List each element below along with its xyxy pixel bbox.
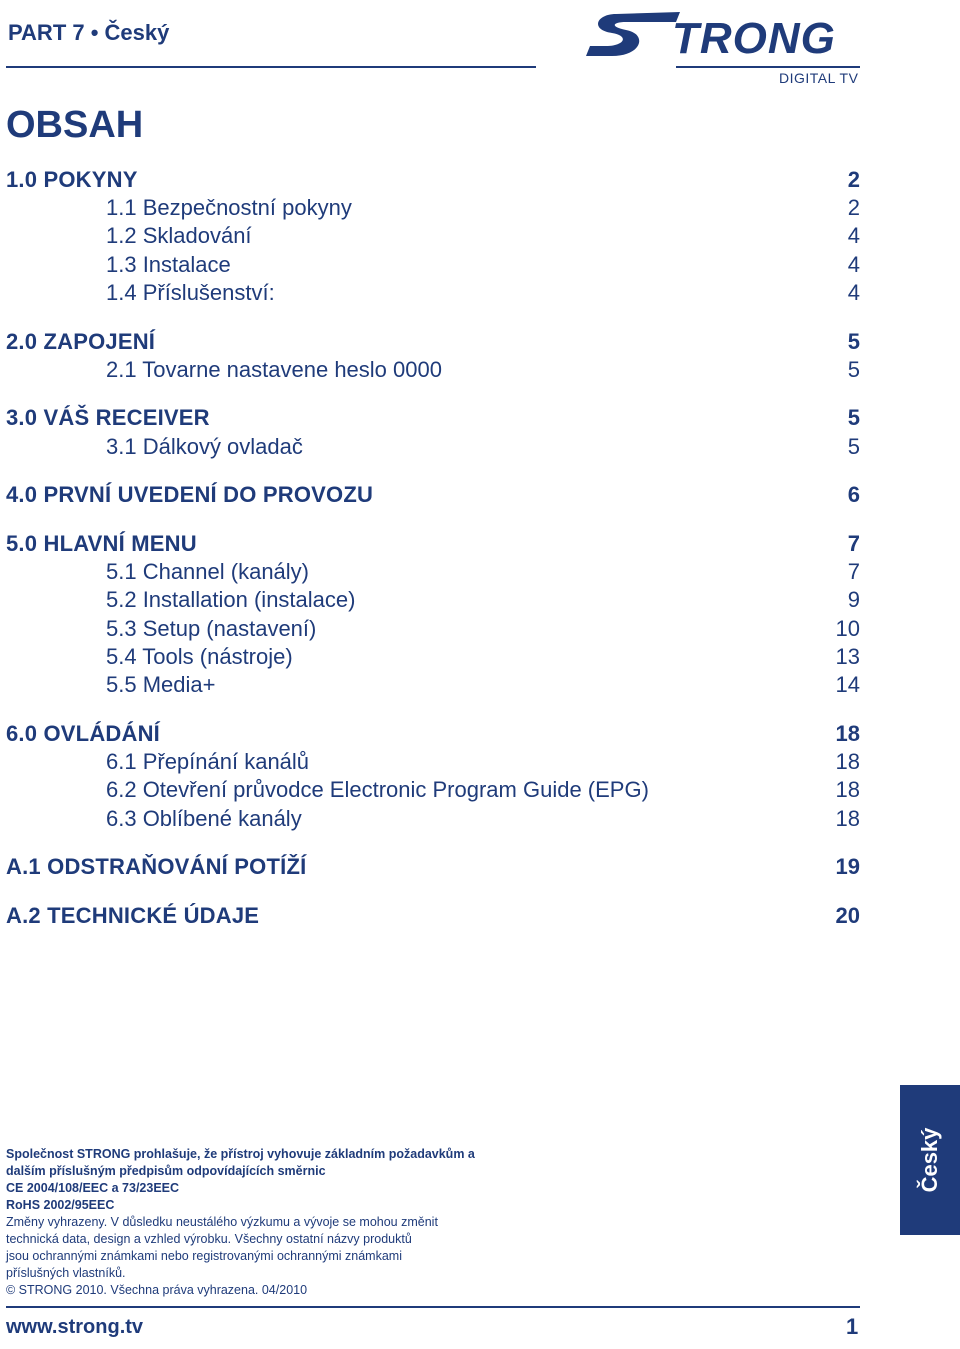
toc-page-number: 6	[847, 482, 860, 507]
toc-page-number: 4	[847, 252, 860, 277]
toc-page-number: 19	[835, 854, 860, 879]
toc-label: 6.0 OVLÁDÁNÍ	[6, 721, 160, 746]
toc-label: 1.0 POKYNY	[6, 167, 138, 192]
logo-subtitle: DIGITAL TV	[779, 70, 859, 86]
toc-label: 3.0 VÁŠ RECEIVER	[6, 405, 210, 430]
toc-label: 1.2 Skladování	[106, 223, 252, 248]
website-link[interactable]: www.strong.tv	[6, 1316, 144, 1338]
toc-section[interactable]	[0, 720, 860, 748]
toc-label: 6.3 Oblíbené kanály	[106, 806, 302, 831]
toc-section[interactable]	[0, 166, 860, 194]
toc-label: 1.4 Příslušenství:	[106, 280, 275, 305]
toc-page-number: 14	[835, 672, 860, 697]
toc-section[interactable]	[0, 404, 860, 432]
toc-label: 4.0 PRVNÍ UVEDENÍ DO PROVOZU	[6, 482, 374, 507]
toc-page-number: 10	[835, 616, 860, 641]
svg-text:TRONG: TRONG	[672, 14, 836, 60]
toc-subsection[interactable]	[0, 194, 860, 222]
toc-label: 2.0 ZAPOJENÍ	[6, 329, 156, 354]
toc-section[interactable]	[0, 530, 860, 558]
toc-page-number: 7	[847, 559, 860, 584]
legal-line: příslušných vlastníků.	[6, 1266, 126, 1280]
toc-label: A.2 TECHNICKÉ ÚDAJE	[6, 903, 260, 928]
toc-page-number: 5	[847, 329, 860, 354]
toc-page-number: 20	[835, 903, 860, 928]
toc-page-number: 9	[847, 587, 860, 612]
strong-logo	[586, 8, 862, 60]
toc-label: 1.3 Instalace	[106, 252, 231, 277]
legal-line: dalším příslušným předpisům odpovídajících směrnic	[6, 1164, 326, 1178]
toc-page-number: 7	[847, 531, 860, 556]
toc-page-number: 5	[847, 357, 860, 382]
toc-subsection[interactable]	[0, 558, 860, 586]
toc-page-number: 5	[847, 405, 860, 430]
toc-subsection[interactable]	[0, 433, 860, 461]
toc-subsection[interactable]	[0, 586, 860, 614]
toc-label: 3.1 Dálkový ovladač	[106, 434, 303, 459]
language-tab	[900, 1085, 960, 1235]
toc-page-number: 18	[835, 721, 860, 746]
page-number: 1	[846, 1314, 859, 1339]
toc-subsection[interactable]	[0, 643, 860, 671]
legal-line: CE 2004/108/EEC a 73/23EEC	[6, 1181, 180, 1195]
toc-page-number: 4	[847, 280, 860, 305]
toc-page-number: 18	[835, 777, 860, 802]
toc-page-number: 4	[847, 223, 860, 248]
legal-notice	[6, 1146, 486, 1299]
legal-line: jsou ochrannými známkami nebo registrovanými ochrannými známkami	[6, 1249, 402, 1263]
toc-page-number: 2	[847, 167, 860, 192]
logo-rule	[676, 66, 860, 68]
toc-label: 2.1 Tovarne nastavene heslo 0000	[106, 357, 442, 382]
legal-line: Změny vyhrazeny. V důsledku neustálého výzkumu a vývoje se mohou změnit	[6, 1215, 438, 1229]
footer-rule	[6, 1306, 860, 1308]
toc-subsection[interactable]	[0, 776, 860, 804]
toc-page-number: 18	[835, 806, 860, 831]
toc-label: 1.1 Bezpečnostní pokyny	[106, 195, 352, 220]
legal-line: RoHS 2002/95EEC	[6, 1198, 115, 1212]
legal-line: © STRONG 2010. Všechna práva vyhrazena. 04/2010	[6, 1283, 308, 1297]
toc-page-number: 13	[835, 644, 860, 669]
toc-subsection[interactable]	[0, 615, 860, 643]
header-rule	[6, 66, 536, 68]
toc-page-number: 5	[847, 434, 860, 459]
toc-section[interactable]	[0, 853, 860, 881]
toc-section[interactable]	[0, 902, 860, 930]
toc-subsection[interactable]	[0, 222, 860, 250]
toc-page-number: 2	[847, 195, 860, 220]
toc-label: 5.4 Tools (nástroje)	[106, 644, 293, 669]
toc-label: 5.1 Channel (kanály)	[106, 559, 310, 584]
toc-subsection[interactable]	[0, 805, 860, 833]
toc-subsection[interactable]	[0, 279, 860, 307]
toc-label: 6.1 Přepínání kanálů	[106, 749, 310, 774]
legal-line: technická data, design a vzhled výrobku. Všechny ostatní názvy produktů	[6, 1232, 412, 1246]
language-tab-label: Český	[917, 1127, 942, 1193]
toc-label: A.1 ODSTRAŇOVÁNÍ POTÍŽÍ	[6, 854, 307, 879]
toc-label: 5.2 Installation (instalace)	[106, 587, 356, 612]
toc-label: 5.5 Media+	[106, 672, 216, 697]
toc-label: 6.2 Otevření průvodce Electronic Program Guide (EPG)	[106, 777, 649, 802]
page-title: OBSAH	[6, 104, 144, 146]
toc-page-number: 18	[835, 749, 860, 774]
toc-label: 5.3 Setup (nastavení)	[106, 616, 317, 641]
toc-section[interactable]	[0, 481, 860, 509]
toc-label: 5.0 HLAVNÍ MENU	[6, 531, 197, 556]
toc-subsection[interactable]	[0, 251, 860, 279]
toc-subsection[interactable]	[0, 671, 860, 699]
toc-subsection[interactable]	[0, 748, 860, 776]
legal-line: Společnost STRONG prohlašuje, že přístroj vyhovuje základním požadavkům a	[6, 1147, 475, 1161]
toc-subsection[interactable]	[0, 356, 860, 384]
header-part-label: PART 7 • Český	[8, 20, 170, 45]
toc-section[interactable]	[0, 328, 860, 356]
